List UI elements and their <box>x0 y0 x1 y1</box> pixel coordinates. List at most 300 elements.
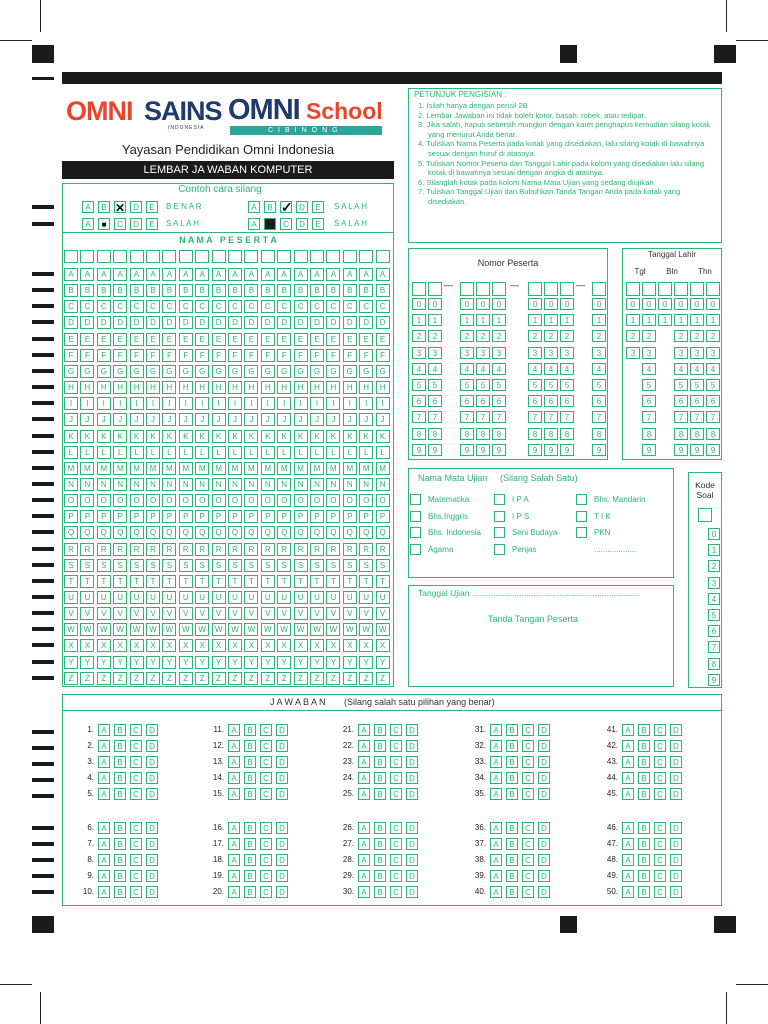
answer-option-c[interactable]: C <box>522 740 534 752</box>
tanggal-lahir-bubble[interactable]: 1 <box>658 314 672 326</box>
name-letter-input[interactable] <box>326 250 340 263</box>
name-bubble[interactable]: I <box>80 397 94 410</box>
name-bubble[interactable]: H <box>310 381 324 394</box>
answer-option-a[interactable]: A <box>622 756 634 768</box>
name-bubble[interactable]: N <box>244 478 258 491</box>
name-bubble[interactable]: B <box>162 284 176 297</box>
name-bubble[interactable]: S <box>326 559 340 572</box>
answer-option-b[interactable]: B <box>374 788 386 800</box>
name-bubble[interactable]: R <box>162 543 176 556</box>
name-bubble[interactable]: H <box>343 381 357 394</box>
tanggal-lahir-bubble[interactable]: 7 <box>706 411 720 423</box>
name-bubble[interactable]: M <box>195 462 209 475</box>
name-bubble[interactable]: K <box>343 430 357 443</box>
name-bubble[interactable]: X <box>146 639 160 652</box>
name-bubble[interactable]: J <box>326 413 340 426</box>
name-bubble[interactable]: D <box>146 316 160 329</box>
nomor-peserta-bubble[interactable]: 2 <box>412 330 426 342</box>
name-bubble[interactable]: D <box>359 316 373 329</box>
tanggal-lahir-bubble[interactable]: 4 <box>706 363 720 375</box>
name-bubble[interactable]: R <box>359 543 373 556</box>
name-letter-input[interactable] <box>212 250 226 263</box>
name-bubble[interactable]: H <box>376 381 390 394</box>
name-bubble[interactable]: O <box>146 494 160 507</box>
subject-checkbox[interactable] <box>576 527 587 538</box>
name-bubble[interactable]: B <box>64 284 78 297</box>
answer-option-a[interactable]: A <box>490 886 502 898</box>
name-bubble[interactable]: P <box>244 510 258 523</box>
name-bubble[interactable]: K <box>179 430 193 443</box>
name-bubble[interactable]: Y <box>244 656 258 669</box>
answer-option-a[interactable]: A <box>490 740 502 752</box>
name-bubble[interactable]: Q <box>162 526 176 539</box>
name-bubble[interactable]: F <box>359 349 373 362</box>
answer-option-b[interactable]: B <box>506 740 518 752</box>
name-bubble[interactable]: G <box>261 365 275 378</box>
nomor-peserta-bubble[interactable]: 8 <box>528 428 542 440</box>
answer-option-c[interactable]: C <box>390 724 402 736</box>
answer-option-a[interactable]: A <box>622 772 634 784</box>
name-bubble[interactable]: G <box>343 365 357 378</box>
name-bubble[interactable]: Z <box>277 672 291 685</box>
answer-option-d[interactable]: D <box>146 886 158 898</box>
name-bubble[interactable]: I <box>244 397 258 410</box>
answer-option-a[interactable]: A <box>622 740 634 752</box>
name-bubble[interactable]: C <box>326 300 340 313</box>
name-bubble[interactable]: E <box>228 333 242 346</box>
answer-option-c[interactable]: C <box>654 822 666 834</box>
nomor-peserta-bubble[interactable]: 4 <box>476 363 490 375</box>
nomor-peserta-bubble[interactable]: 3 <box>560 347 574 359</box>
name-bubble[interactable]: H <box>326 381 340 394</box>
name-bubble[interactable]: H <box>64 381 78 394</box>
answer-option-d[interactable]: D <box>146 724 158 736</box>
kode-soal-bubble[interactable]: 0 <box>708 528 720 540</box>
nomor-peserta-bubble[interactable]: 1 <box>544 314 558 326</box>
name-bubble[interactable]: P <box>64 510 78 523</box>
answer-option-c[interactable]: C <box>522 886 534 898</box>
name-bubble[interactable]: G <box>162 365 176 378</box>
answer-option-d[interactable]: D <box>146 838 158 850</box>
name-bubble[interactable]: K <box>359 430 373 443</box>
nomor-peserta-input[interactable] <box>460 282 474 296</box>
name-bubble[interactable]: H <box>359 381 373 394</box>
name-bubble[interactable]: C <box>294 300 308 313</box>
answer-option-b[interactable]: B <box>114 788 126 800</box>
answer-option-c[interactable]: C <box>654 772 666 784</box>
tanggal-lahir-bubble[interactable]: 3 <box>642 347 656 359</box>
nomor-peserta-bubble[interactable]: 7 <box>560 411 574 423</box>
answer-option-d[interactable]: D <box>146 740 158 752</box>
name-bubble[interactable]: X <box>359 639 373 652</box>
tanggal-lahir-input[interactable] <box>674 282 688 296</box>
nomor-peserta-bubble[interactable]: 4 <box>560 363 574 375</box>
kode-soal-bubble[interactable]: 7 <box>708 641 720 653</box>
subject-checkbox[interactable] <box>410 544 421 555</box>
name-bubble[interactable]: F <box>294 349 308 362</box>
name-bubble[interactable]: P <box>359 510 373 523</box>
name-bubble[interactable]: A <box>97 268 111 281</box>
name-bubble[interactable]: C <box>113 300 127 313</box>
name-bubble[interactable]: I <box>64 397 78 410</box>
name-bubble[interactable]: M <box>64 462 78 475</box>
answer-option-c[interactable]: C <box>260 822 272 834</box>
answer-option-c[interactable]: C <box>390 886 402 898</box>
nomor-peserta-bubble[interactable]: 2 <box>528 330 542 342</box>
name-bubble[interactable]: Q <box>261 526 275 539</box>
name-bubble[interactable]: P <box>195 510 209 523</box>
name-bubble[interactable]: X <box>195 639 209 652</box>
answer-option-a[interactable]: A <box>358 724 370 736</box>
name-bubble[interactable]: F <box>244 349 258 362</box>
answer-option-d[interactable]: D <box>670 756 682 768</box>
name-bubble[interactable]: X <box>376 639 390 652</box>
nomor-peserta-bubble[interactable]: 8 <box>476 428 490 440</box>
name-bubble[interactable]: J <box>195 413 209 426</box>
answer-option-d[interactable]: D <box>670 772 682 784</box>
nomor-peserta-bubble[interactable]: 8 <box>460 428 474 440</box>
answer-option-d[interactable]: D <box>276 870 288 882</box>
name-bubble[interactable]: T <box>310 575 324 588</box>
name-bubble[interactable]: N <box>359 478 373 491</box>
name-bubble[interactable]: K <box>80 430 94 443</box>
name-bubble[interactable]: R <box>97 543 111 556</box>
answer-option-c[interactable]: C <box>130 756 142 768</box>
name-bubble[interactable]: Q <box>80 526 94 539</box>
name-bubble[interactable]: A <box>195 268 209 281</box>
answer-option-c[interactable]: C <box>654 886 666 898</box>
answer-option-d[interactable]: D <box>538 886 550 898</box>
tanggal-lahir-bubble[interactable]: 2 <box>642 330 656 342</box>
name-bubble[interactable]: V <box>80 607 94 620</box>
name-bubble[interactable]: G <box>130 365 144 378</box>
name-bubble[interactable]: L <box>146 446 160 459</box>
name-bubble[interactable]: I <box>294 397 308 410</box>
name-bubble[interactable]: Q <box>97 526 111 539</box>
name-bubble[interactable]: G <box>228 365 242 378</box>
name-bubble[interactable]: Z <box>195 672 209 685</box>
name-bubble[interactable]: C <box>179 300 193 313</box>
name-bubble[interactable]: T <box>64 575 78 588</box>
name-bubble[interactable]: D <box>310 316 324 329</box>
name-bubble[interactable]: W <box>195 623 209 636</box>
tanggal-lahir-bubble[interactable]: 6 <box>642 395 656 407</box>
name-bubble[interactable]: V <box>310 607 324 620</box>
name-bubble[interactable]: M <box>228 462 242 475</box>
nomor-peserta-bubble[interactable]: 0 <box>476 298 490 310</box>
name-letter-input[interactable] <box>376 250 390 263</box>
name-bubble[interactable]: H <box>277 381 291 394</box>
name-bubble[interactable]: P <box>326 510 340 523</box>
name-bubble[interactable]: X <box>80 639 94 652</box>
name-bubble[interactable]: I <box>359 397 373 410</box>
tanggal-lahir-bubble[interactable]: 9 <box>706 444 720 456</box>
name-bubble[interactable]: E <box>359 333 373 346</box>
name-bubble[interactable]: N <box>294 478 308 491</box>
name-bubble[interactable]: U <box>113 591 127 604</box>
name-bubble[interactable]: U <box>179 591 193 604</box>
name-bubble[interactable]: D <box>326 316 340 329</box>
nomor-peserta-bubble[interactable]: 5 <box>592 379 606 391</box>
answer-option-a[interactable]: A <box>228 724 240 736</box>
name-bubble[interactable]: K <box>294 430 308 443</box>
subject-checkbox[interactable] <box>576 511 587 522</box>
name-bubble[interactable]: P <box>97 510 111 523</box>
name-bubble[interactable]: E <box>64 333 78 346</box>
tanggal-lahir-bubble[interactable]: 3 <box>626 347 640 359</box>
name-bubble[interactable]: U <box>162 591 176 604</box>
name-bubble[interactable]: W <box>146 623 160 636</box>
name-bubble[interactable]: W <box>343 623 357 636</box>
nomor-peserta-bubble[interactable]: 1 <box>492 314 506 326</box>
nomor-peserta-bubble[interactable]: 1 <box>460 314 474 326</box>
tanggal-lahir-bubble[interactable]: 0 <box>706 298 720 310</box>
tanggal-lahir-bubble[interactable]: 4 <box>690 363 704 375</box>
nomor-peserta-bubble[interactable]: 5 <box>544 379 558 391</box>
name-bubble[interactable]: Z <box>146 672 160 685</box>
answer-option-c[interactable]: C <box>130 724 142 736</box>
name-bubble[interactable]: A <box>277 268 291 281</box>
name-bubble[interactable]: G <box>212 365 226 378</box>
name-bubble[interactable]: N <box>113 478 127 491</box>
name-bubble[interactable]: I <box>343 397 357 410</box>
name-bubble[interactable]: O <box>244 494 258 507</box>
name-bubble[interactable]: M <box>359 462 373 475</box>
nomor-peserta-bubble[interactable]: 1 <box>476 314 490 326</box>
name-bubble[interactable]: N <box>212 478 226 491</box>
name-bubble[interactable]: E <box>261 333 275 346</box>
answer-option-b[interactable]: B <box>638 822 650 834</box>
name-bubble[interactable]: L <box>212 446 226 459</box>
name-bubble[interactable]: B <box>376 284 390 297</box>
tanggal-lahir-bubble[interactable]: 2 <box>706 330 720 342</box>
answer-option-a[interactable]: A <box>358 822 370 834</box>
name-bubble[interactable]: Y <box>130 656 144 669</box>
name-bubble[interactable]: B <box>310 284 324 297</box>
name-bubble[interactable]: G <box>80 365 94 378</box>
answer-option-c[interactable]: C <box>130 886 142 898</box>
name-bubble[interactable]: D <box>80 316 94 329</box>
name-bubble[interactable]: K <box>326 430 340 443</box>
tanggal-lahir-bubble[interactable]: 2 <box>674 330 688 342</box>
name-bubble[interactable]: N <box>97 478 111 491</box>
name-bubble[interactable]: L <box>294 446 308 459</box>
answer-option-b[interactable]: B <box>506 772 518 784</box>
kode-soal-bubble[interactable]: 6 <box>708 625 720 637</box>
name-bubble[interactable]: T <box>162 575 176 588</box>
nomor-peserta-bubble[interactable]: 6 <box>528 395 542 407</box>
name-bubble[interactable]: R <box>326 543 340 556</box>
answer-option-b[interactable]: B <box>114 756 126 768</box>
answer-option-b[interactable]: B <box>638 756 650 768</box>
name-letter-input[interactable] <box>97 250 111 263</box>
name-bubble[interactable]: Q <box>228 526 242 539</box>
nomor-peserta-bubble[interactable]: 9 <box>412 444 426 456</box>
name-bubble[interactable]: R <box>146 543 160 556</box>
answer-option-c[interactable]: C <box>260 756 272 768</box>
answer-option-b[interactable]: B <box>114 740 126 752</box>
name-letter-input[interactable] <box>261 250 275 263</box>
answer-option-b[interactable]: B <box>506 838 518 850</box>
answer-option-a[interactable]: A <box>98 724 110 736</box>
name-bubble[interactable]: J <box>228 413 242 426</box>
answer-option-c[interactable]: C <box>130 740 142 752</box>
name-bubble[interactable]: Z <box>326 672 340 685</box>
answer-option-c[interactable]: C <box>522 870 534 882</box>
answer-option-c[interactable]: C <box>130 822 142 834</box>
name-bubble[interactable]: W <box>244 623 258 636</box>
name-bubble[interactable]: V <box>294 607 308 620</box>
name-bubble[interactable]: P <box>310 510 324 523</box>
name-bubble[interactable]: C <box>376 300 390 313</box>
name-bubble[interactable]: W <box>228 623 242 636</box>
answer-option-d[interactable]: D <box>146 822 158 834</box>
name-bubble[interactable]: B <box>212 284 226 297</box>
tanggal-lahir-bubble[interactable]: 5 <box>674 379 688 391</box>
tanggal-lahir-bubble[interactable]: 7 <box>690 411 704 423</box>
name-bubble[interactable]: W <box>113 623 127 636</box>
name-bubble[interactable]: R <box>310 543 324 556</box>
answer-option-c[interactable]: C <box>654 724 666 736</box>
tanggal-lahir-bubble[interactable]: 1 <box>706 314 720 326</box>
kode-soal-bubble[interactable]: 2 <box>708 560 720 572</box>
answer-option-b[interactable]: B <box>506 788 518 800</box>
name-bubble[interactable]: F <box>343 349 357 362</box>
answer-option-b[interactable]: B <box>506 756 518 768</box>
name-bubble[interactable]: T <box>359 575 373 588</box>
tanggal-lahir-input[interactable] <box>642 282 656 296</box>
name-bubble[interactable]: S <box>80 559 94 572</box>
name-bubble[interactable]: O <box>294 494 308 507</box>
answer-option-c[interactable]: C <box>390 772 402 784</box>
name-bubble[interactable]: J <box>359 413 373 426</box>
nomor-peserta-bubble[interactable]: 0 <box>428 298 442 310</box>
name-bubble[interactable]: I <box>212 397 226 410</box>
answer-option-a[interactable]: A <box>358 838 370 850</box>
name-bubble[interactable]: W <box>64 623 78 636</box>
answer-option-a[interactable]: A <box>98 740 110 752</box>
name-bubble[interactable]: N <box>228 478 242 491</box>
nomor-peserta-bubble[interactable]: 3 <box>412 347 426 359</box>
nomor-peserta-input[interactable] <box>544 282 558 296</box>
tanggal-lahir-input[interactable] <box>690 282 704 296</box>
name-bubble[interactable]: T <box>113 575 127 588</box>
subject-checkbox[interactable] <box>494 544 505 555</box>
name-bubble[interactable]: W <box>294 623 308 636</box>
name-bubble[interactable]: M <box>261 462 275 475</box>
name-bubble[interactable]: A <box>146 268 160 281</box>
answer-option-b[interactable]: B <box>244 724 256 736</box>
name-bubble[interactable]: N <box>130 478 144 491</box>
name-bubble[interactable]: Y <box>113 656 127 669</box>
name-bubble[interactable]: N <box>162 478 176 491</box>
name-bubble[interactable]: L <box>80 446 94 459</box>
name-bubble[interactable]: Q <box>326 526 340 539</box>
name-bubble[interactable]: L <box>376 446 390 459</box>
name-bubble[interactable]: V <box>179 607 193 620</box>
name-bubble[interactable]: L <box>228 446 242 459</box>
answer-option-a[interactable]: A <box>228 756 240 768</box>
name-bubble[interactable]: A <box>64 268 78 281</box>
nomor-peserta-bubble[interactable]: 8 <box>412 428 426 440</box>
answer-option-a[interactable]: A <box>358 772 370 784</box>
name-bubble[interactable]: V <box>146 607 160 620</box>
name-bubble[interactable]: R <box>113 543 127 556</box>
name-bubble[interactable]: U <box>212 591 226 604</box>
answer-option-b[interactable]: B <box>114 822 126 834</box>
name-bubble[interactable]: Z <box>97 672 111 685</box>
name-bubble[interactable]: G <box>359 365 373 378</box>
name-bubble[interactable]: Y <box>343 656 357 669</box>
name-bubble[interactable]: X <box>162 639 176 652</box>
tanggal-lahir-bubble[interactable]: 3 <box>674 347 688 359</box>
name-bubble[interactable]: E <box>179 333 193 346</box>
nomor-peserta-bubble[interactable]: 4 <box>412 363 426 375</box>
name-bubble[interactable]: E <box>294 333 308 346</box>
answer-option-a[interactable]: A <box>358 870 370 882</box>
name-bubble[interactable]: P <box>146 510 160 523</box>
kode-soal-input[interactable] <box>698 508 712 522</box>
name-bubble[interactable]: I <box>261 397 275 410</box>
nomor-peserta-bubble[interactable]: 7 <box>544 411 558 423</box>
answer-option-b[interactable]: B <box>638 854 650 866</box>
name-bubble[interactable]: E <box>244 333 258 346</box>
answer-option-d[interactable]: D <box>538 772 550 784</box>
name-bubble[interactable]: G <box>244 365 258 378</box>
answer-option-c[interactable]: C <box>260 740 272 752</box>
name-bubble[interactable]: I <box>228 397 242 410</box>
nomor-peserta-bubble[interactable]: 5 <box>428 379 442 391</box>
name-bubble[interactable]: G <box>195 365 209 378</box>
name-bubble[interactable]: Z <box>244 672 258 685</box>
name-letter-input[interactable] <box>359 250 373 263</box>
name-bubble[interactable]: R <box>64 543 78 556</box>
name-bubble[interactable]: I <box>113 397 127 410</box>
name-bubble[interactable]: R <box>376 543 390 556</box>
name-bubble[interactable]: C <box>310 300 324 313</box>
name-bubble[interactable]: B <box>179 284 193 297</box>
nomor-peserta-bubble[interactable]: 4 <box>544 363 558 375</box>
answer-option-a[interactable]: A <box>228 854 240 866</box>
name-bubble[interactable]: C <box>212 300 226 313</box>
answer-option-b[interactable]: B <box>638 740 650 752</box>
name-bubble[interactable]: Z <box>130 672 144 685</box>
name-bubble[interactable]: G <box>326 365 340 378</box>
name-bubble[interactable]: T <box>277 575 291 588</box>
name-bubble[interactable]: Y <box>162 656 176 669</box>
answer-option-c[interactable]: C <box>522 788 534 800</box>
answer-option-a[interactable]: A <box>228 870 240 882</box>
name-bubble[interactable]: O <box>326 494 340 507</box>
name-bubble[interactable]: B <box>359 284 373 297</box>
name-bubble[interactable]: O <box>162 494 176 507</box>
name-bubble[interactable]: P <box>343 510 357 523</box>
name-bubble[interactable]: K <box>146 430 160 443</box>
answer-option-c[interactable]: C <box>522 822 534 834</box>
tanggal-lahir-bubble[interactable]: 7 <box>674 411 688 423</box>
name-bubble[interactable]: Z <box>310 672 324 685</box>
name-bubble[interactable]: S <box>343 559 357 572</box>
tanggal-lahir-bubble[interactable]: 8 <box>674 428 688 440</box>
name-bubble[interactable]: L <box>130 446 144 459</box>
name-bubble[interactable]: W <box>80 623 94 636</box>
tanggal-lahir-bubble[interactable]: 6 <box>690 395 704 407</box>
name-bubble[interactable]: Z <box>343 672 357 685</box>
answer-option-b[interactable]: B <box>244 756 256 768</box>
answer-option-d[interactable]: D <box>670 886 682 898</box>
name-bubble[interactable]: J <box>212 413 226 426</box>
name-bubble[interactable]: W <box>359 623 373 636</box>
